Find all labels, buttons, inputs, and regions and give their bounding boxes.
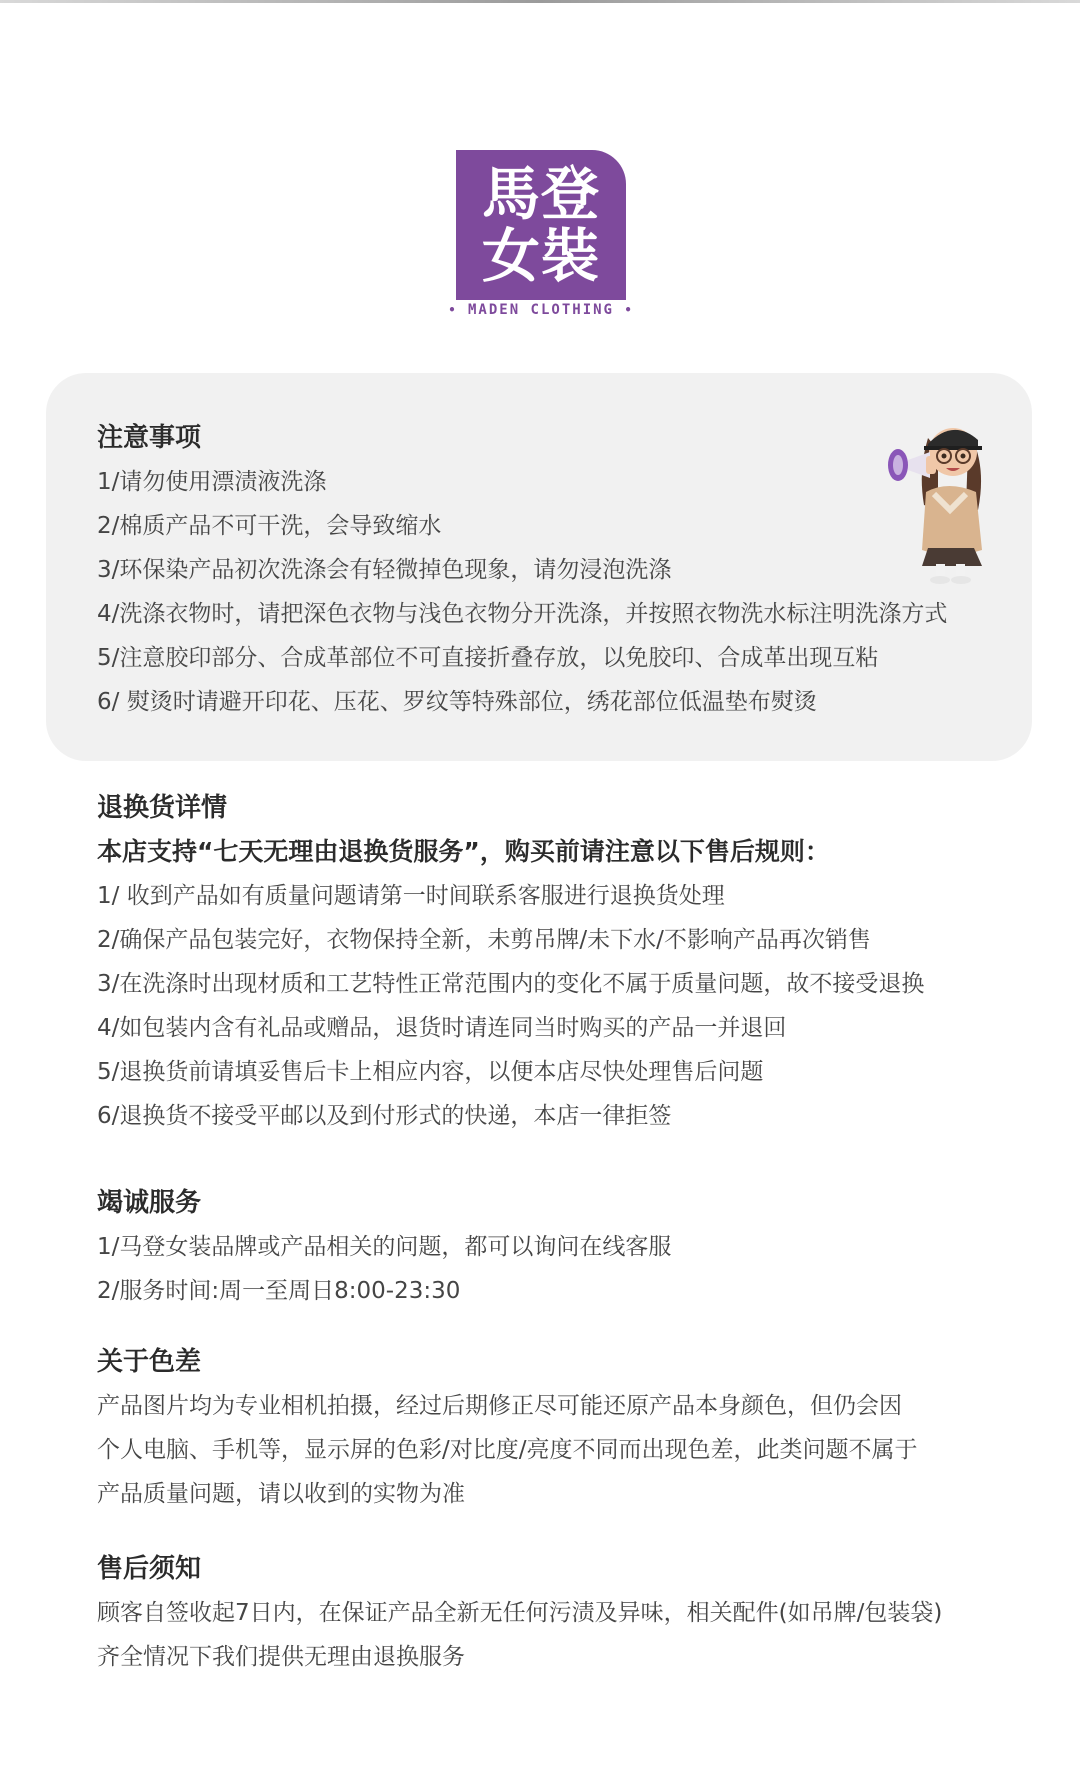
- notice-item: 6/ 熨烫时请避开印花、压花、罗纹等特殊部位，绣花部位低温垫布熨烫: [97, 689, 817, 715]
- notice-item: 4/洗涤衣物时，请把深色衣物与浅色衣物分开洗涤，并按照衣物洗水标注明洗涤方式: [97, 601, 948, 627]
- notice-item: 1/请勿使用漂渍液洗涤: [97, 469, 327, 495]
- color-difference-section: [97, 1340, 1027, 1516]
- notice-item: 2/棉质产品不可干洗，会导致缩水: [97, 513, 442, 539]
- returns-item: 4/如包装内含有礼品或赠品，退货时请连同当时购买的产品一并退回: [97, 1015, 787, 1041]
- returns-item: 1/ 收到产品如有质量问题请第一时间联系客服进行退换货处理: [97, 883, 725, 909]
- logo-line-1: 馬登: [481, 160, 600, 228]
- service-item: 1/马登女装品牌或产品相关的问题，都可以询问在线客服: [97, 1234, 672, 1260]
- megaphone-girl-illustration: [878, 410, 998, 585]
- color-difference-line: 产品质量问题，请以收到的实物为准: [97, 1481, 465, 1507]
- notice-item: 3/环保染产品初次洗涤会有轻微掉色现象，请勿浸泡洗涤: [97, 557, 672, 583]
- logo-line-2: 女裝: [481, 222, 600, 290]
- dot-icon: •: [624, 303, 634, 317]
- notice-item: 5/注意胶印部分、合成革部位不可直接折叠存放，以免胶印、合成革出现互粘: [97, 645, 879, 671]
- dot-icon: •: [448, 303, 458, 317]
- color-difference-title: 关于色差: [97, 1347, 202, 1377]
- color-difference-line: 产品图片均为专业相机拍摄，经过后期修正尽可能还原产品本身颜色，但仍会因: [97, 1393, 902, 1419]
- top-divider: [0, 0, 1080, 3]
- returns-title: 退换货详情: [97, 793, 228, 823]
- after-sales-title: 售后须知: [97, 1554, 202, 1584]
- returns-item: 3/在洗涤时出现材质和工艺特性正常范围内的变化不属于质量问题，故不接受退换: [97, 971, 925, 997]
- service-title: 竭诚服务: [97, 1188, 202, 1218]
- service-section: [97, 1181, 1027, 1313]
- service-item: 2/服务时间:周一至周日8:00-23:30: [97, 1278, 461, 1304]
- after-sales-line: 顾客自签收起7日内，在保证产品全新无任何污渍及异味，相关配件(如吊牌/包装袋): [97, 1600, 943, 1626]
- after-sales-line: 齐全情况下我们提供无理由退换服务: [97, 1644, 465, 1670]
- color-difference-line: 个人电脑、手机等，显示屏的色彩/对比度/亮度不同而出现色差，此类问题不属于: [97, 1437, 918, 1463]
- returns-item: 5/退换货前请填妥售后卡上相应内容，以便本店尽快处理售后问题: [97, 1059, 764, 1085]
- returns-subtitle: 本店支持“七天无理由退换货服务”，购买前请注意以下售后规则：: [97, 837, 830, 866]
- notice-title: 注意事项: [97, 423, 202, 453]
- returns-item: 2/确保产品包装完好，衣物保持全新，未剪吊牌/未下水/不影响产品再次销售: [97, 927, 871, 953]
- brand-logo: [448, 150, 634, 325]
- logo-badge: [456, 150, 626, 300]
- returns-section: [97, 786, 1027, 1138]
- returns-item: 6/退换货不接受平邮以及到付形式的快递，本店一律拒签: [97, 1103, 672, 1129]
- after-sales-section: [97, 1547, 1027, 1679]
- logo-subtitle: [446, 302, 636, 318]
- logo-subtitle-text: MADEN CLOTHING: [467, 302, 614, 318]
